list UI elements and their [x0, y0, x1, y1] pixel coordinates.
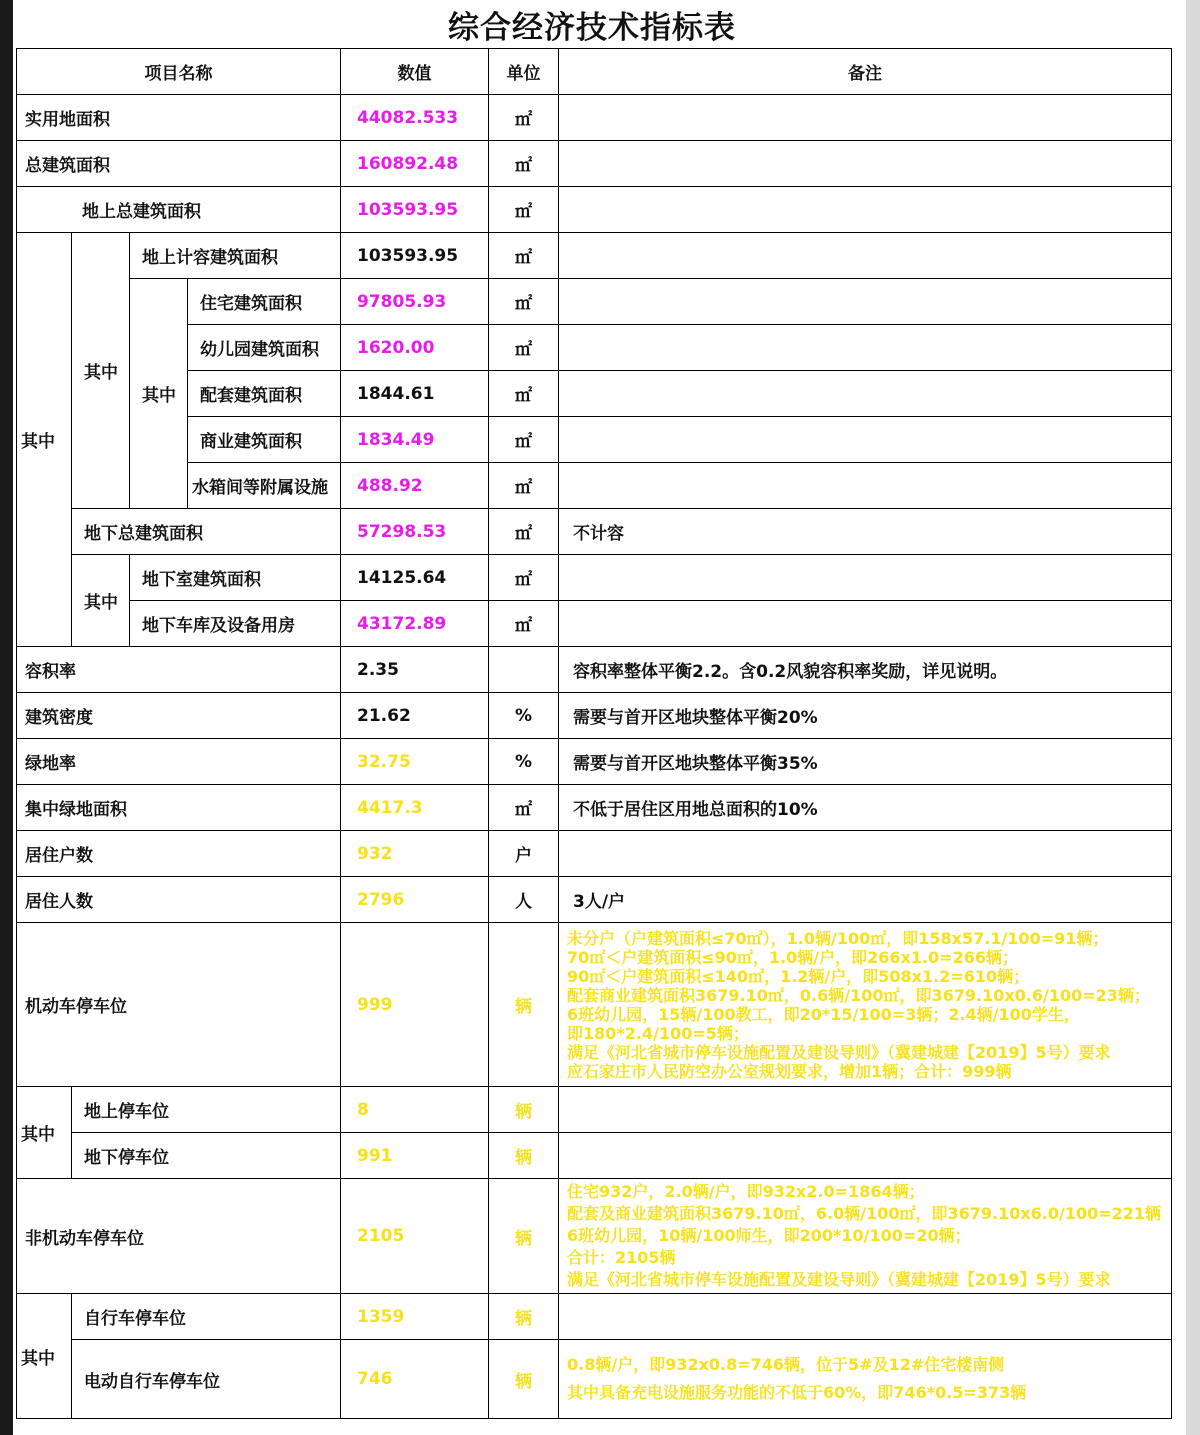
row-value: 4417.3 [341, 785, 489, 831]
row-note: 3人/户 [559, 877, 1172, 923]
row-name: 地下总建筑面积 [72, 509, 341, 555]
note-line: 90㎡＜户建筑面积≤140㎡，1.2辆/户，即508x1.2=610辆； [567, 966, 1030, 986]
row-note: 需要与首开区地块整体平衡35% [559, 739, 1172, 785]
row-name: 商业建筑面积 [188, 417, 341, 463]
row-value: 999 [341, 923, 489, 1087]
row-note [559, 141, 1172, 187]
note-line: 配套商业建筑面积3679.10㎡，0.6辆/100㎡，即3679.10x0.6/100=23辆； [567, 985, 1150, 1005]
row-unit: ㎡ [489, 279, 559, 325]
row-value: 57298.53 [341, 509, 489, 555]
row-note [559, 1133, 1172, 1179]
row-value: 1844.61 [341, 371, 489, 417]
table-row [17, 1294, 1172, 1340]
row-note [559, 555, 1172, 601]
row-note [559, 325, 1172, 371]
row-note-multiline [559, 1340, 1172, 1419]
row-name: 幼儿园建筑面积 [188, 325, 341, 371]
table-row [17, 923, 1172, 1087]
row-value: 2796 [341, 877, 489, 923]
row-name: 建筑密度 [17, 693, 341, 739]
page-title: 综合经济技术指标表 [448, 9, 736, 46]
row-note-multiline [559, 1179, 1172, 1294]
row-unit: % [489, 693, 559, 739]
row-name: 住宅建筑面积 [188, 279, 341, 325]
group-label: 其中 [130, 279, 188, 509]
row-note-multiline [559, 923, 1172, 1087]
row-unit: ㎡ [489, 371, 559, 417]
row-note [559, 371, 1172, 417]
row-note [559, 233, 1172, 279]
row-name: 总建筑面积 [17, 141, 341, 187]
note-line: 满足《河北省城市停车设施配置及建设导则》（冀建城建【2019】5号）要求 [567, 1042, 1111, 1062]
row-unit: ㎡ [489, 509, 559, 555]
table-row [17, 371, 1172, 417]
row-unit [489, 647, 559, 693]
row-note: 不低于居住区用地总面积的10% [559, 785, 1172, 831]
row-note [559, 95, 1172, 141]
right-scroll-edge [1186, 0, 1200, 1435]
note-line: 即180*2.4/100=5辆； [567, 1023, 749, 1043]
note-line: 0.8辆/户，即932x0.8=746辆，位于5#及12#住宅楼南侧 [567, 1355, 1005, 1374]
left-window-edge [0, 0, 13, 1435]
table-row [17, 417, 1172, 463]
table-row [17, 601, 1172, 647]
note-line: 6班幼儿园，10辆/100师生，即200*10/100=20辆； [567, 1226, 971, 1245]
row-unit: ㎡ [489, 463, 559, 509]
row-note [559, 187, 1172, 233]
row-value: 43172.89 [341, 601, 489, 647]
row-unit: 辆 [489, 1087, 559, 1133]
group-label: 其中 [72, 233, 130, 509]
row-unit: 户 [489, 831, 559, 877]
row-note [559, 831, 1172, 877]
table-row [17, 1087, 1172, 1133]
row-value: 160892.48 [341, 141, 489, 187]
row-name: 非机动车停车位 [17, 1179, 341, 1294]
note-line: 应石家庄市人民防空办公室规划要求，增加1辆；合计：999辆 [567, 1061, 1012, 1081]
header-unit: 单位 [489, 49, 559, 95]
row-value: 1359 [341, 1294, 489, 1340]
header-value: 数值 [341, 49, 489, 95]
table-row [17, 647, 1172, 693]
row-value: 14125.64 [341, 555, 489, 601]
table-row [17, 555, 1172, 601]
table-row [17, 509, 1172, 555]
group-label: 其中 [72, 555, 130, 647]
row-value: 103593.95 [341, 233, 489, 279]
note-line: 合计：2105辆 [567, 1248, 676, 1267]
row-unit: 辆 [489, 1294, 559, 1340]
row-name: 地上计容建筑面积 [130, 233, 341, 279]
table-row [17, 1133, 1172, 1179]
indicator-table [16, 48, 1172, 1419]
row-note [559, 279, 1172, 325]
spreadsheet-area [13, 0, 1186, 1435]
row-name: 地下停车位 [72, 1133, 341, 1179]
row-unit: 辆 [489, 1133, 559, 1179]
row-note: 需要与首开区地块整体平衡20% [559, 693, 1172, 739]
row-name: 地上总建筑面积 [17, 187, 341, 233]
row-value: 21.62 [341, 693, 489, 739]
note-line: 配套及商业建筑面积3679.10㎡，6.0辆/100㎡，即3679.10x6.0/100=221辆 [567, 1204, 1162, 1223]
note-line: 满足《河北省城市停车设施配置及建设导则》（冀建城建【2019】5号）要求 [567, 1270, 1111, 1289]
table-row [17, 233, 1172, 279]
table-row [17, 785, 1172, 831]
row-unit: ㎡ [489, 555, 559, 601]
table-row [17, 877, 1172, 923]
row-note [559, 1294, 1172, 1340]
table-row [17, 831, 1172, 877]
table-row [17, 1340, 1172, 1419]
row-value: 44082.533 [341, 95, 489, 141]
row-note: 不计容 [559, 509, 1172, 555]
row-unit: 人 [489, 877, 559, 923]
row-name: 水箱间等附属设施 [188, 463, 341, 509]
row-unit: ㎡ [489, 417, 559, 463]
row-note [559, 463, 1172, 509]
row-note [559, 417, 1172, 463]
note-line: 住宅932户，2.0辆/户，即932x2.0=1864辆； [567, 1182, 925, 1201]
row-value: 932 [341, 831, 489, 877]
row-name: 容积率 [17, 647, 341, 693]
header-note: 备注 [559, 49, 1172, 95]
group-label: 其中 [17, 1087, 72, 1179]
table-row [17, 141, 1172, 187]
note-line: 6班幼儿园，15辆/100教工，即20*15/100=3辆；2.4辆/100学生， [567, 1004, 1080, 1024]
row-note: 容积率整体平衡2.2。含0.2风貌容积率奖励，详见说明。 [559, 647, 1172, 693]
row-unit: ㎡ [489, 601, 559, 647]
row-value: 32.75 [341, 739, 489, 785]
table-row [17, 187, 1172, 233]
row-note [559, 1087, 1172, 1133]
row-note [559, 601, 1172, 647]
row-unit: % [489, 739, 559, 785]
row-name: 集中绿地面积 [17, 785, 341, 831]
row-unit: ㎡ [489, 325, 559, 371]
row-value: 991 [341, 1133, 489, 1179]
row-name: 地下室建筑面积 [130, 555, 341, 601]
table-row [17, 279, 1172, 325]
note-line: 其中具备充电设施服务功能的不低于60%，即746*0.5=373辆 [567, 1383, 1027, 1402]
row-unit: 辆 [489, 1340, 559, 1419]
row-value: 103593.95 [341, 187, 489, 233]
row-name: 电动自行车停车位 [72, 1340, 341, 1419]
note-line: 70㎡＜户建筑面积≤90㎡，1.0辆/户，即266x1.0=266辆； [567, 947, 1018, 967]
row-name: 自行车停车位 [72, 1294, 341, 1340]
row-value: 2105 [341, 1179, 489, 1294]
table-row [17, 95, 1172, 141]
note-line: 未分户（户建筑面积≤70㎡），1.0辆/100㎡，即158x57.1/100=91辆； [567, 928, 1109, 948]
row-name: 地下车库及设备用房 [130, 601, 341, 647]
row-unit: ㎡ [489, 233, 559, 279]
table-row [17, 693, 1172, 739]
row-value: 97805.93 [341, 279, 489, 325]
table-row [17, 1179, 1172, 1294]
table-row [17, 463, 1172, 509]
row-name: 配套建筑面积 [188, 371, 341, 417]
row-name: 居住人数 [17, 877, 341, 923]
row-value: 8 [341, 1087, 489, 1133]
row-value: 746 [341, 1340, 489, 1419]
row-unit: 辆 [489, 923, 559, 1087]
row-name: 实用地面积 [17, 95, 341, 141]
row-value: 1834.49 [341, 417, 489, 463]
row-value: 1620.00 [341, 325, 489, 371]
row-name: 地上停车位 [72, 1087, 341, 1133]
row-unit: ㎡ [489, 141, 559, 187]
row-name: 绿地率 [17, 739, 341, 785]
header-row [17, 49, 1172, 95]
row-unit: ㎡ [489, 187, 559, 233]
row-unit: ㎡ [489, 95, 559, 141]
group-label: 其中 [17, 1294, 72, 1419]
header-name: 项目名称 [17, 49, 341, 95]
row-unit: 辆 [489, 1179, 559, 1294]
row-name: 居住户数 [17, 831, 341, 877]
group-label: 其中 [17, 233, 72, 647]
row-name: 机动车停车位 [17, 923, 341, 1087]
table-row [17, 739, 1172, 785]
row-unit: ㎡ [489, 785, 559, 831]
row-value: 488.92 [341, 463, 489, 509]
row-value: 2.35 [341, 647, 489, 693]
table-row [17, 325, 1172, 371]
